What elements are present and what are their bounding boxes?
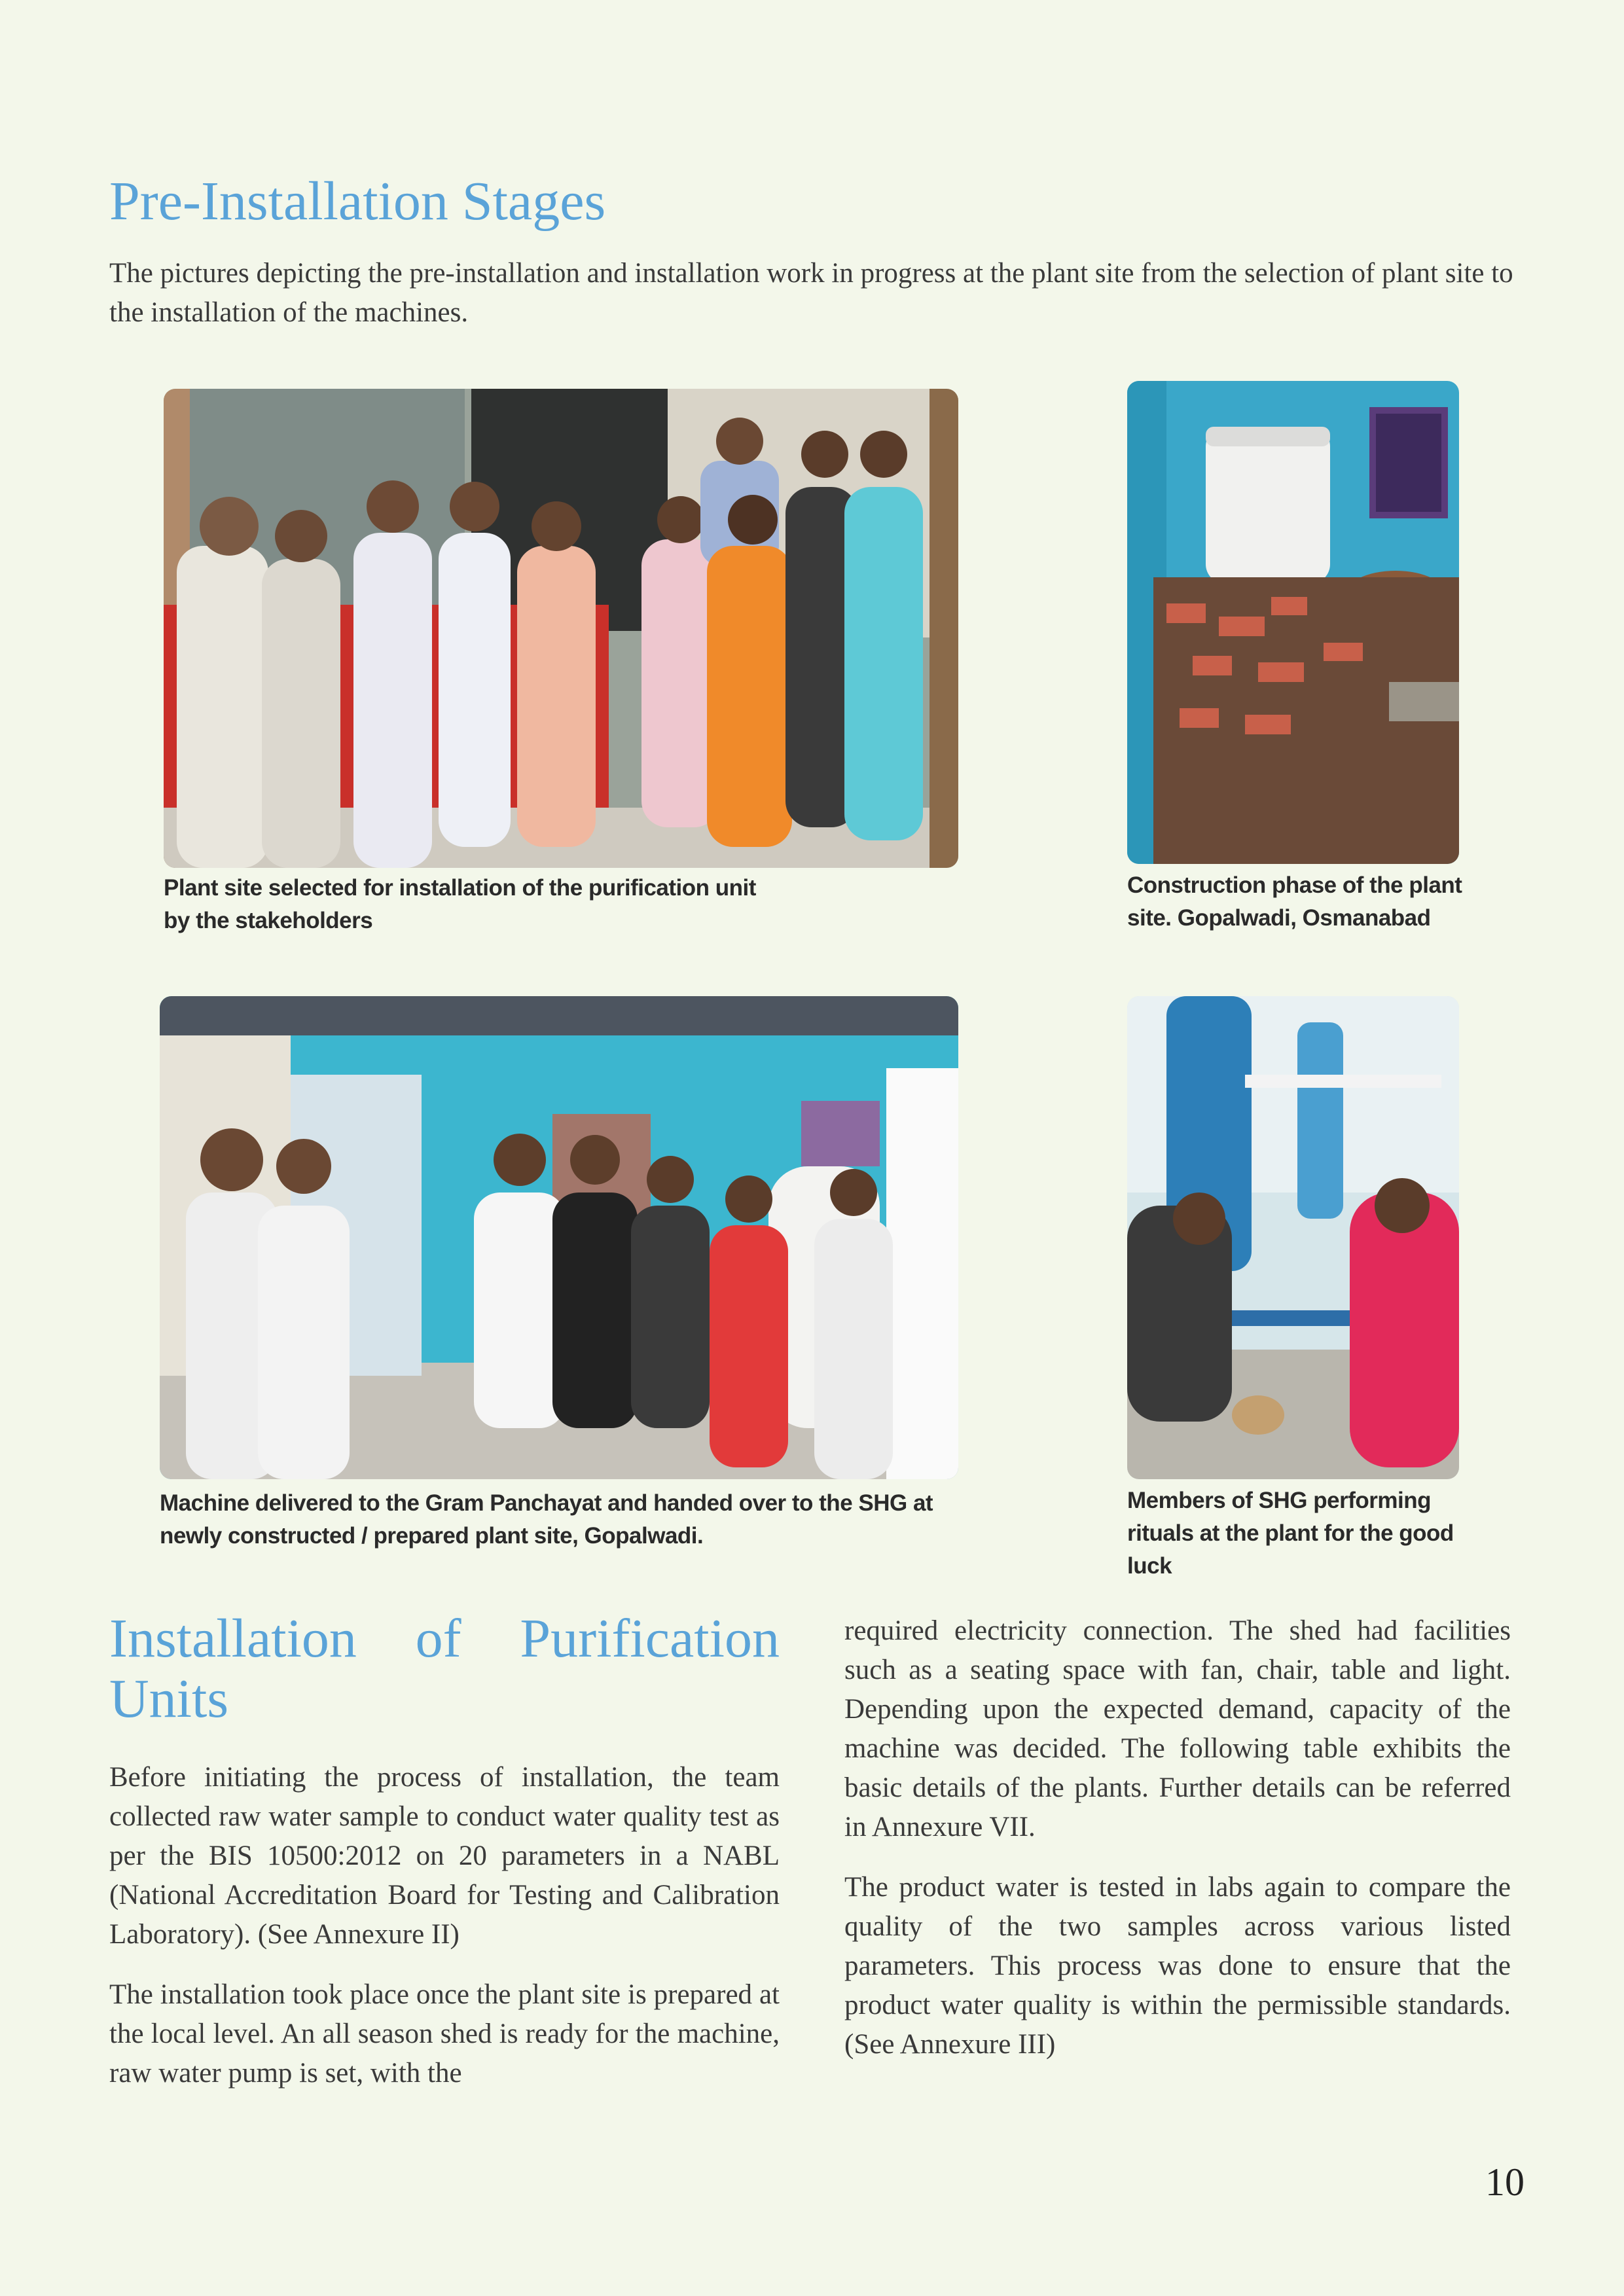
page-number: 10 [1485,2161,1525,2204]
paragraph-water-test: Before initiating the process of installation, the team collected raw water sample to conduct water quality test as per the BIS 10500:2012 on 20 parameters in a NABL (National Accreditation Board for Testing and Calibration Laboratory). (See Annexure II) [109,1762,780,1950]
caption-machine-delivered: Machine delivered to the Gram Panchayat and handed over to the SHG at newly constructed / prepared plant site, Gopalwadi. [160,1490,933,1549]
caption-construction: Construction phase of the plant site. Gopalwadi, Osmanabad [1127,872,1462,931]
caption-stakeholders: Plant site selected for installation of the purification unit by the stakeholders [164,875,756,933]
left-column [109,1758,780,2114]
paragraph-electricity: required electricity connection. The shed had facilities such as a seating space with fan, chair, table and light. Depending upon the expected demand, capacity of the machine was decided. The following table exhibits the basic details of the plants. Further details can be referred in Annexure VII. [844,1615,1511,1842]
section-title-installation: Installation of Purification Units [109,1608,780,1730]
caption-rituals: Members of SHG performing rituals at the plant for the good luck [1127,1488,1454,1579]
photo-machine-delivered [160,996,958,1479]
photo-rituals [1127,996,1459,1479]
photo-construction [1127,381,1459,864]
paragraph-installation: The installation took place once the plant site is prepared at the local level. An all season shed is ready for the machine, raw water pump is set, with the [109,1979,780,2089]
section-title-pre-installation: Pre-Installation Stages [109,171,606,232]
intro-paragraph: The pictures depicting the pre-installation and installation work in progress at the plant site from the selection of plant site to the installation of the machines. [109,258,1513,328]
paragraph-product-water: The product water is tested in labs again to compare the quality of the two samples across various listed parameters. This process was done to ensure that the product water quality is within the permissible standards. (See Annexure III) [844,1872,1511,2060]
right-column [844,1611,1511,2085]
photo-stakeholders [164,389,958,868]
